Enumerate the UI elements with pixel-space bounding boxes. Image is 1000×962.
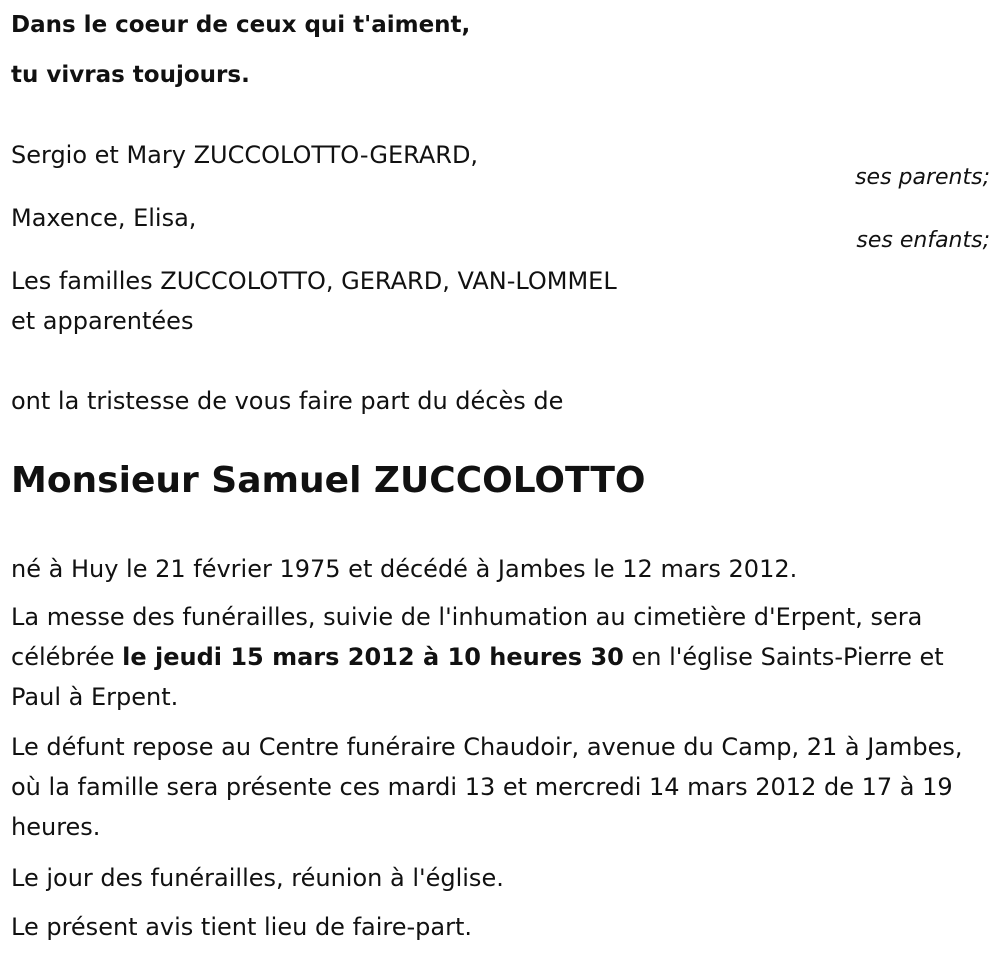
funeral-paragraph [11, 597, 971, 717]
family-children: Maxence, Elisa, [11, 204, 197, 232]
family-relatives-cont: et apparentées [11, 307, 194, 335]
notice-text: Le présent avis tient lieu de faire-part. [11, 913, 473, 941]
death-notice [11, 0, 990, 962]
role-children: ses enfants; [856, 228, 990, 253]
funeral-date-time: le jeudi 15 mars 2012 à 10 heures 30 [122, 643, 624, 671]
birth-death-text: né à Huy le 21 février 1975 et décédé à Jambes le 12 mars 2012. [11, 555, 798, 583]
funeral-text-post: en l'église Saints-Pierre et Paul à Erpent. [11, 643, 944, 711]
funeral-text-pre: La messe des funérailles, suivie de l'inhumation au cimetière d'Erpent, sera célébrée [11, 603, 923, 671]
rest-paragraph: Le défunt repose au Centre funéraire Chaudoir, avenue du Camp, 21 à Jambes, où la famille sera présente ces mardi 13 et mercredi 14 mars 2012 de 17 à 19 heures. [11, 733, 963, 841]
family-parents: Sergio et Mary ZUCCOLOTTO-GERARD, [11, 141, 479, 169]
epitaph-line-1: Dans le coeur de ceux qui t'aiment, [11, 12, 471, 38]
announcement-text: ont la tristesse de vous faire part du décès de [11, 387, 564, 415]
meeting-text: Le jour des funérailles, réunion à l'église. [11, 864, 504, 892]
role-parents: ses parents; [855, 165, 990, 190]
epitaph-line-2: tu vivras toujours. [11, 62, 250, 88]
family-relatives: Les familles ZUCCOLOTTO, GERARD, VAN-LOMMEL [11, 267, 617, 295]
deceased-name: Monsieur Samuel ZUCCOLOTTO [11, 460, 646, 501]
